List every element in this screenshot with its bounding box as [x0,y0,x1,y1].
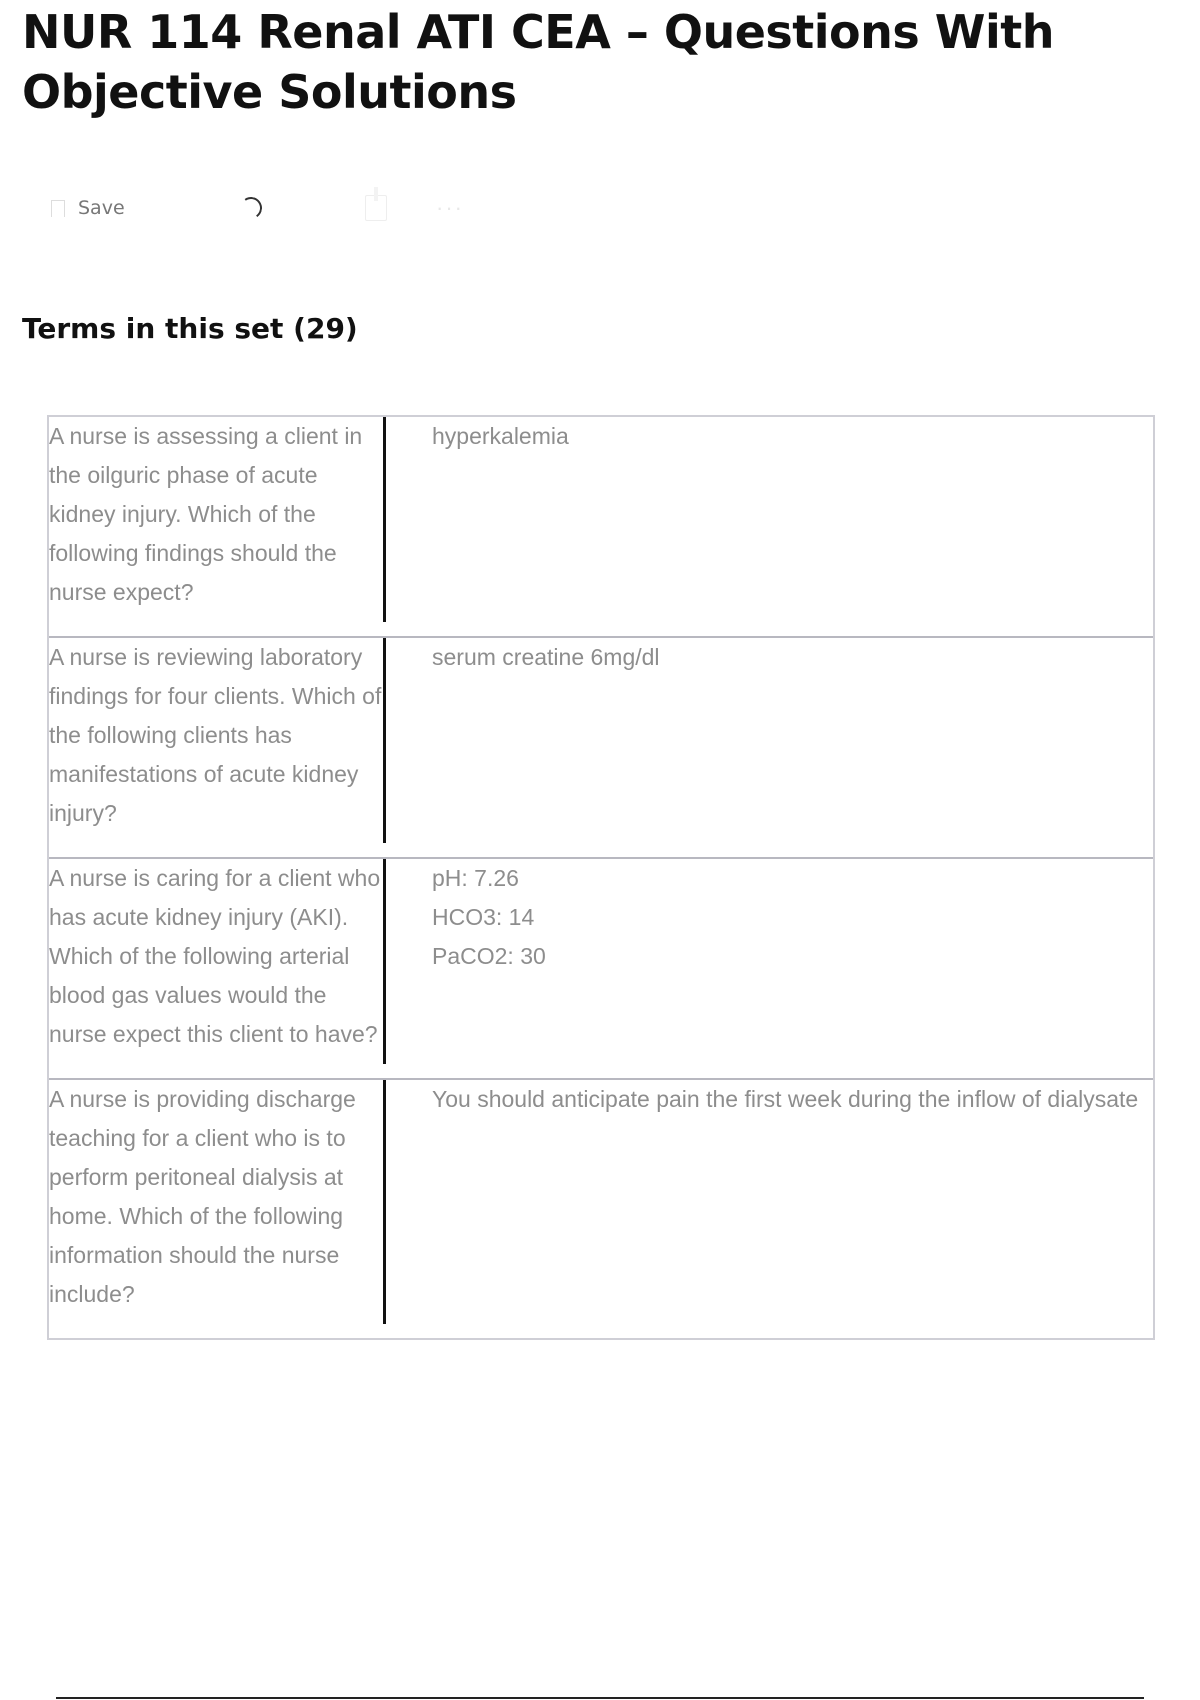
divider [56,1697,1144,1699]
term-row[interactable] [49,636,1153,857]
terms-heading: Terms in this set (29) [22,312,358,345]
term-answer-line: serum creatine 6mg/dl [432,644,660,670]
term-answer-line: PaCO2: 30 [432,943,546,969]
term-answer [386,638,1153,857]
term-question: A nurse is caring for a client who has acute kidney injury (AKI). Which of the following arterial blood gas values would the nurse expect this client to have? [49,859,386,1064]
save-button[interactable] [50,188,125,228]
term-answer [386,1080,1153,1338]
toolbar [50,188,550,228]
term-question: A nurse is assessing a client in the oilguric phase of acute kidney injury. Which of the following findings should the nurse expect? [49,417,386,622]
bookmark-icon [50,199,64,217]
term-row[interactable] [49,857,1153,1078]
term-answer-line: hyperkalemia [432,423,569,449]
terms-table [47,415,1155,1340]
term-answer [386,859,1153,1078]
term-question: A nurse is reviewing laboratory findings for four clients. Which of the following clients has manifestations of acute kidney injury? [49,638,386,843]
term-answer-line: pH: 7.26 [432,865,519,891]
term-row[interactable] [49,1078,1153,1338]
term-answer [386,417,1153,636]
term-row[interactable] [49,417,1153,636]
save-label: Save [78,197,125,219]
loading-spinner [240,188,262,228]
share-button[interactable] [365,188,387,228]
more-icon: ··· [436,195,464,220]
page-title: NUR 114 Renal ATI CEA – Questions With Objective Solutions [22,5,1055,119]
term-answer-line: HCO3: 14 [432,904,535,930]
loading-spinner-icon [238,195,263,220]
term-answer-line: You should anticipate pain the first week during the inflow of dialysate [432,1086,1139,1112]
more-button[interactable] [436,188,464,228]
term-question: A nurse is providing discharge teaching for a client who is to perform peritoneal dialysis at home. Which of the following information should the nurse include? [49,1080,386,1324]
share-icon [365,195,387,221]
